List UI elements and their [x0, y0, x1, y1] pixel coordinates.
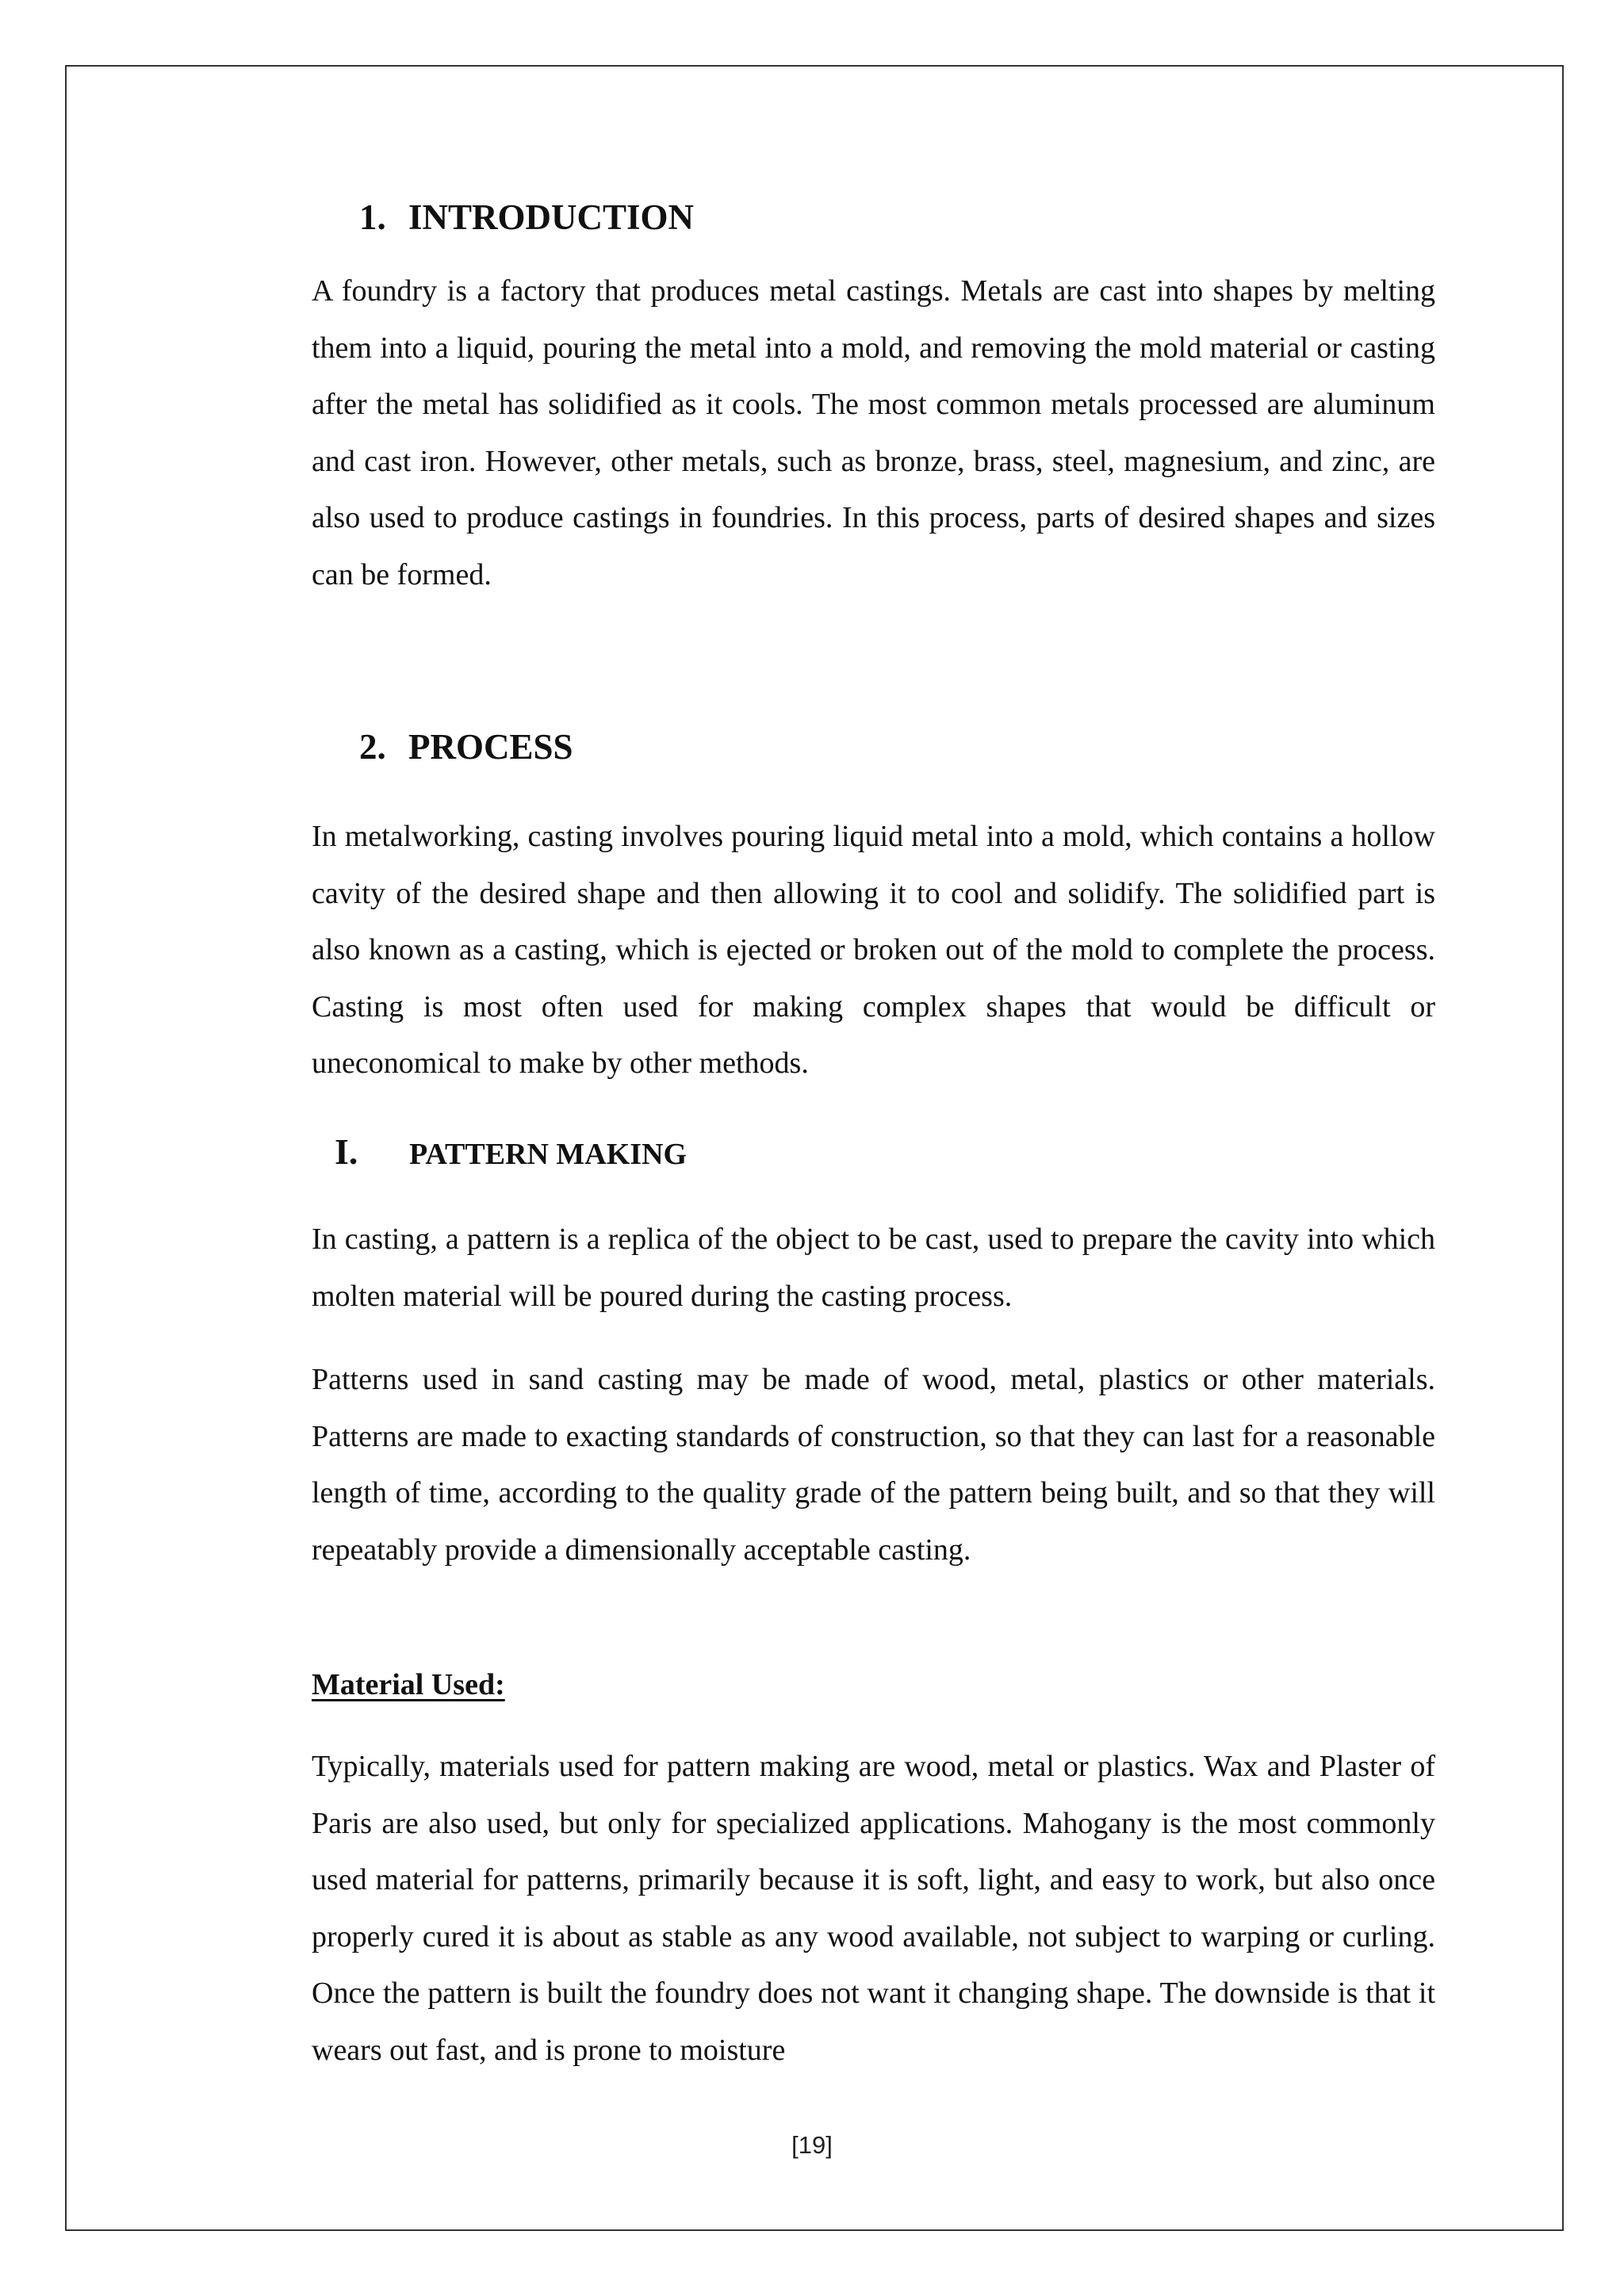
page-number: [19] — [791, 2131, 833, 2159]
material-used-heading: Material Used: — [312, 1668, 505, 1701]
subsection-heading-pattern-making — [335, 1131, 687, 1173]
section-title: PROCESS — [408, 727, 573, 767]
section-heading-introduction — [359, 195, 694, 239]
material-used-paragraph: Typically, materials used for pattern making are wood, metal or plastics. Wax and Plaster of Paris are also used, but only for specialized applications. Mahogany is the most commonly used material for patterns, primarily because it is soft, light, and easy to work, but also once properly cured it is about as stable as any wood available, not subject to warping or curling. Once the pattern is built the foundry does not want it changing shape. The downside is that it wears out fast, and is prone to moisture — [312, 1750, 1435, 2067]
pattern-materials-paragraph: Patterns used in sand casting may be made of wood, metal, plastics or other materials. Patterns are made to exacting standards of construction, so that they can last for a reasonable length of time, according to the quality grade of the pattern being built, and so that they will repeatably provide a dimensionally acceptable casting. — [312, 1363, 1435, 1567]
subsection-title: PATTERN MAKING — [409, 1138, 688, 1171]
pattern-definition-paragraph: In casting, a pattern is a replica of the object to be cast, used to prepare the cavity into which molten material will be poured during the casting process. — [312, 1223, 1435, 1313]
subsection-number: I. — [335, 1131, 358, 1172]
section-title: INTRODUCTION — [408, 197, 695, 237]
section-number: 1. — [359, 197, 386, 237]
section-heading-process — [359, 725, 573, 769]
process-paragraph: In metalworking, casting involves pouring liquid metal into a mold, which contains a hollow cavity of the desired shape and then allowing it to cool and solidify. The solidified part is also known as a casting, which is ejected or broken out of the mold to complete the process. Casting is most often used for making complex shapes that would be difficult or uneconomical to make by other methods. — [312, 820, 1435, 1080]
introduction-paragraph: A foundry is a factory that produces metal castings. Metals are cast into shapes by melting them into a liquid, pouring the metal into a mold, and removing the mold material or casting after the metal has solidified as it cools. The most common metals processed are aluminum and cast iron. However, other metals, such as bronze, brass, steel, magnesium, and zinc, are also used to produce castings in foundries. In this process, parts of desired shapes and sizes can be formed. — [312, 274, 1435, 591]
section-number: 2. — [359, 727, 386, 767]
